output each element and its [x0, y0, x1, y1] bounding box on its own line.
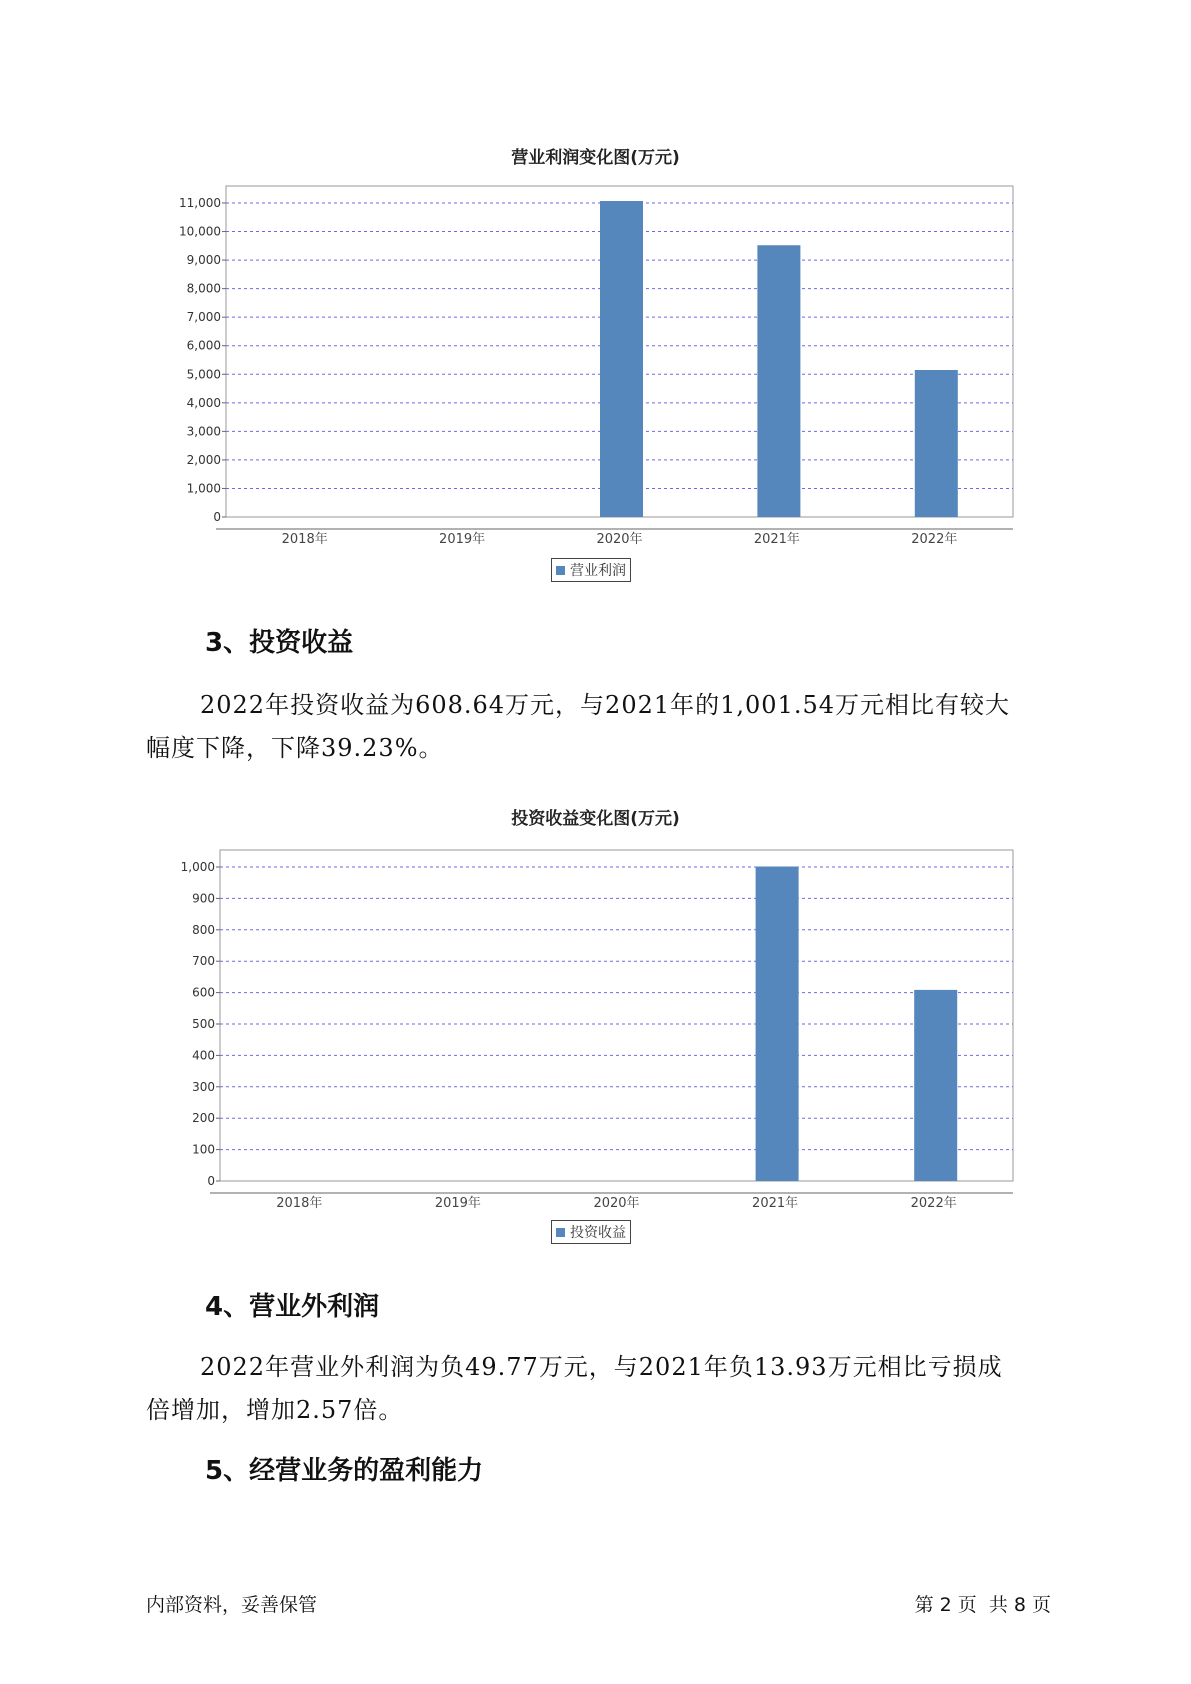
- bar-2022年: [914, 990, 957, 1181]
- y-tick-label: 1,000: [186, 481, 221, 496]
- y-tick-label: 1,000: [180, 860, 215, 874]
- x-tick-label: 2019年: [439, 532, 486, 547]
- x-tick-label: 2022年: [910, 1196, 957, 1211]
- y-tick-label: 6,000: [186, 338, 221, 353]
- y-tick-label: 7,000: [186, 310, 221, 325]
- y-tick-label: 0: [213, 510, 221, 524]
- paragraph-line: 2022年营业外利润为负49.77万元，与2021年负13.93万元相比亏损成: [200, 1353, 1003, 1381]
- y-tick-label: 4,000: [186, 395, 221, 410]
- x-tick-label: 2019年: [434, 1196, 481, 1211]
- y-tick-label: 400: [192, 1048, 215, 1063]
- y-tick-label: 700: [192, 954, 215, 969]
- y-tick-label: 2,000: [186, 452, 221, 467]
- y-tick-label: 11,000: [179, 196, 221, 210]
- legend-swatch-icon: [556, 1228, 565, 1237]
- chart1-title: 营业利润变化图(万元): [511, 148, 680, 168]
- x-tick-label: 2022年: [911, 532, 958, 547]
- footer-page-number: 第 2 页 共 8 页: [914, 1594, 1051, 1616]
- section-heading-non-operating: 4、营业外利润: [205, 1292, 380, 1322]
- y-tick-label: 900: [192, 891, 215, 906]
- x-tick-label: 2020年: [596, 532, 643, 547]
- chart2-title: 投资收益变化图(万元): [511, 809, 680, 829]
- section-heading-investment: 3、投资收益: [205, 628, 354, 658]
- footer-confidential: 内部资料，妥善保管: [146, 1594, 318, 1616]
- y-tick-label: 600: [192, 985, 215, 1000]
- y-tick-label: 300: [192, 1079, 215, 1094]
- y-tick-label: 9,000: [186, 253, 221, 268]
- x-tick-label: 2020年: [593, 1196, 640, 1211]
- paragraph-line: 幅度下降，下降39.23%。: [146, 734, 444, 762]
- plot-frame: [220, 850, 1013, 1181]
- x-tick-label: 2018年: [276, 1196, 323, 1211]
- x-tick-label: 2021年: [753, 532, 800, 547]
- y-tick-label: 500: [192, 1017, 215, 1031]
- y-tick-label: 5,000: [186, 367, 221, 382]
- x-tick-label: 2021年: [752, 1196, 799, 1211]
- paragraph-non-operating: [146, 1346, 1046, 1432]
- x-tick-label: 2018年: [281, 532, 328, 547]
- section-heading-profitability: 5、经营业务的盈利能力: [205, 1456, 484, 1486]
- y-tick-label: 100: [192, 1142, 215, 1157]
- bar-2021年: [756, 867, 799, 1181]
- y-tick-label: 800: [192, 922, 215, 937]
- y-tick-label: 0: [207, 1174, 215, 1188]
- chart2-legend: [551, 1220, 631, 1244]
- y-tick-label: 10,000: [179, 224, 221, 239]
- paragraph-line: 2022年投资收益为608.64万元，与2021年的1,001.54万元相比有较大: [200, 691, 1011, 719]
- chart1-legend-label: 营业利润: [570, 563, 626, 579]
- y-tick-label: 8,000: [186, 281, 221, 296]
- chart2-legend-label: 投资收益: [570, 1225, 626, 1241]
- paragraph-line: 倍增加，增加2.57倍。: [146, 1396, 404, 1424]
- y-tick-label: 3,000: [186, 424, 221, 439]
- y-tick-label: 200: [192, 1111, 215, 1126]
